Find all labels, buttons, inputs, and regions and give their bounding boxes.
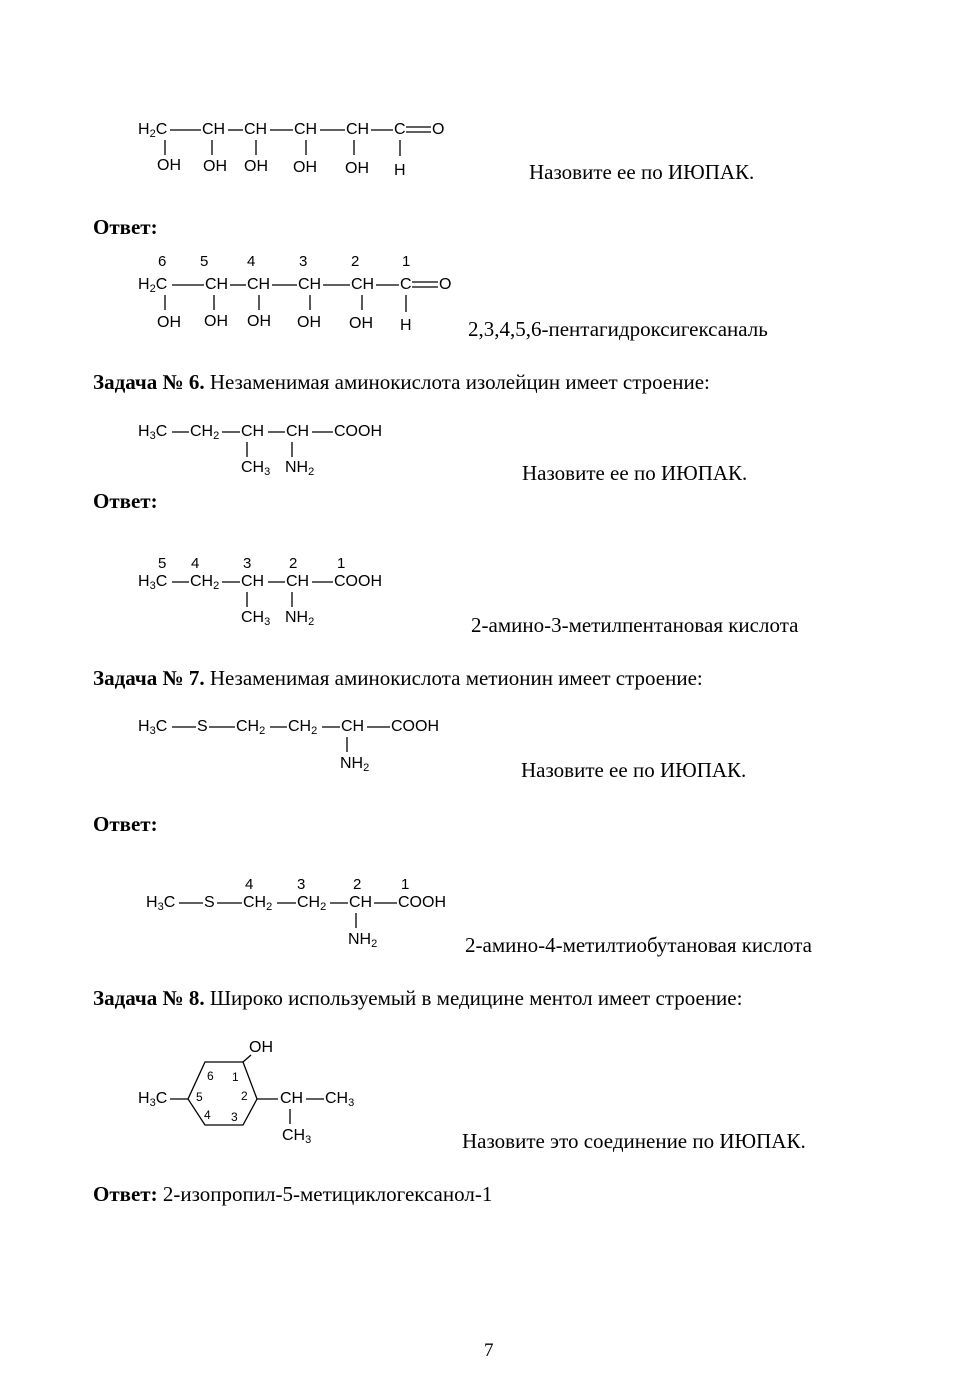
atom-ch: CH [298, 276, 322, 293]
page-number: 7 [484, 1340, 494, 1361]
answer-label: Ответ: [93, 812, 158, 836]
carbon-number: 2 [353, 876, 362, 893]
carbon-number: 3 [299, 253, 308, 270]
atom-c: C [394, 121, 406, 138]
atom-ch2: $CH_2$ [297, 894, 327, 913]
atom-cooh: COOH [391, 718, 439, 735]
task6-prompt: Назовите ее по ИЮПАК. [522, 461, 748, 485]
atom-ch: CH [349, 894, 373, 911]
atom-ch: CH [241, 423, 265, 440]
atom-ch: CH [280, 1090, 304, 1107]
atom-oh: OH [293, 159, 317, 176]
atom-ch3: $CH_3$ [325, 1090, 355, 1109]
atom-oh: OH [297, 314, 321, 331]
atom-h2c: $H_2C$ [138, 121, 168, 140]
atom-oh: OH [203, 158, 227, 175]
atom-oh: OH [345, 160, 369, 177]
carbon-number: 1 [402, 253, 411, 270]
answer-label: Ответ: [93, 489, 158, 513]
atom-c: C [400, 276, 412, 293]
atom-ch2: $CH_2$ [190, 573, 220, 592]
task6-heading [93, 370, 710, 395]
ring-number: 6 [207, 1069, 214, 1083]
carbon-number: 3 [297, 876, 306, 893]
atom-ch2: $CH_2$ [236, 718, 266, 737]
task8-answer: 2-изопропил-5-метициклогексанол-1 [162, 1182, 493, 1206]
atom-cooh: COOH [398, 894, 446, 911]
answer-label: Ответ: [93, 215, 158, 239]
task8-prompt: Назовите это соединение по ИЮПАК. [462, 1129, 806, 1153]
task8-title: Задача № 8. [93, 986, 205, 1010]
atom-s: S [197, 718, 208, 735]
task6-answer: 2-амино-3-метилпентановая кислота [471, 613, 799, 637]
carbon-number: 2 [351, 253, 360, 270]
atom-ch: CH [286, 573, 310, 590]
atom-o: O [439, 276, 452, 293]
atom-h3c: $H_3C$ [138, 718, 168, 737]
atom-nh2: $NH_2$ [285, 609, 315, 628]
atom-s: S [204, 894, 215, 911]
task7-title: Задача № 7. [93, 666, 205, 690]
atom-ch2: $CH_2$ [288, 718, 318, 737]
atom-h3c: $H_3C$ [146, 894, 176, 913]
atom-oh: OH [349, 315, 373, 332]
ring-number: 3 [231, 1110, 238, 1124]
atom-ch: CH [247, 276, 271, 293]
atom-ch: CH [346, 121, 370, 138]
atom-nh2: $NH_2$ [340, 755, 370, 774]
atom-h3c: $H_3C$ [138, 573, 168, 592]
atom-ch: CH [351, 276, 375, 293]
atom-ch: CH [294, 121, 318, 138]
atom-ch3: $CH_3$ [241, 459, 271, 478]
atom-ch: CH [241, 573, 265, 590]
task7-text: Незаменимая аминокислота метионин имеет строение: [209, 666, 703, 690]
atom-h2c: $H_2C$ [138, 276, 168, 295]
atom-oh: OH [247, 313, 271, 330]
atom-ch: CH [244, 121, 268, 138]
carbon-number: 6 [158, 253, 167, 270]
atom-cooh: COOH [334, 573, 382, 590]
carbon-number: 2 [289, 555, 298, 572]
ring-number: 2 [241, 1089, 248, 1103]
atom-oh: OH [157, 314, 181, 331]
atom-cooh: COOH [334, 423, 382, 440]
ring-number: 1 [232, 1070, 239, 1084]
glucose-prompt: Назовите ее по ИЮПАК. [529, 160, 755, 184]
atom-ch: CH [286, 423, 310, 440]
atom-ch3: $CH_3$ [282, 1127, 312, 1146]
atom-ch3: $CH_3$ [241, 609, 271, 628]
atom-oh: OH [249, 1039, 273, 1056]
atom-h3c: $H_3C$ [138, 423, 168, 442]
carbon-number: 4 [191, 555, 200, 572]
atom-o: O [432, 121, 445, 138]
atom-nh2: $NH_2$ [285, 459, 315, 478]
atom-ch2: $CH_2$ [243, 894, 273, 913]
task6-text: Незаменимая аминокислота изолейцин имеет строение: [209, 370, 710, 394]
atom-h: H [394, 162, 406, 179]
task7-heading [93, 666, 703, 691]
glucose-answer: 2,3,4,5,6-пентагидроксигексаналь [468, 317, 768, 341]
task8-answer-line [93, 1182, 492, 1207]
ring-number: 5 [196, 1090, 203, 1104]
carbon-number: 5 [200, 253, 209, 270]
task6-title: Задача № 6. [93, 370, 205, 394]
ring-number: 4 [204, 1108, 211, 1122]
atom-ch2: $CH_2$ [190, 423, 220, 442]
atom-oh: OH [157, 157, 181, 174]
carbon-number: 4 [247, 253, 256, 270]
atom-h3c: $H_3C$ [138, 1090, 168, 1109]
carbon-number: 4 [245, 876, 254, 893]
atom-ch: CH [341, 718, 365, 735]
task7-answer: 2-амино-4-метилтиобутановая кислота [465, 933, 812, 957]
carbon-number: 1 [401, 876, 410, 893]
atom-nh2: $NH_2$ [348, 931, 378, 950]
atom-oh: OH [204, 313, 228, 330]
carbon-number: 3 [243, 555, 252, 572]
atom-oh: OH [244, 158, 268, 175]
task8-text: Широко используемый в медицине ментол имеет строение: [209, 986, 743, 1010]
task7-prompt: Назовите ее по ИЮПАК. [521, 758, 747, 782]
answer-label: Ответ: [93, 1182, 158, 1206]
atom-ch: CH [205, 276, 229, 293]
atom-h: H [400, 317, 412, 334]
carbon-number: 1 [337, 555, 346, 572]
task8-heading [93, 986, 742, 1011]
atom-ch: CH [202, 121, 226, 138]
carbon-number: 5 [158, 555, 167, 572]
